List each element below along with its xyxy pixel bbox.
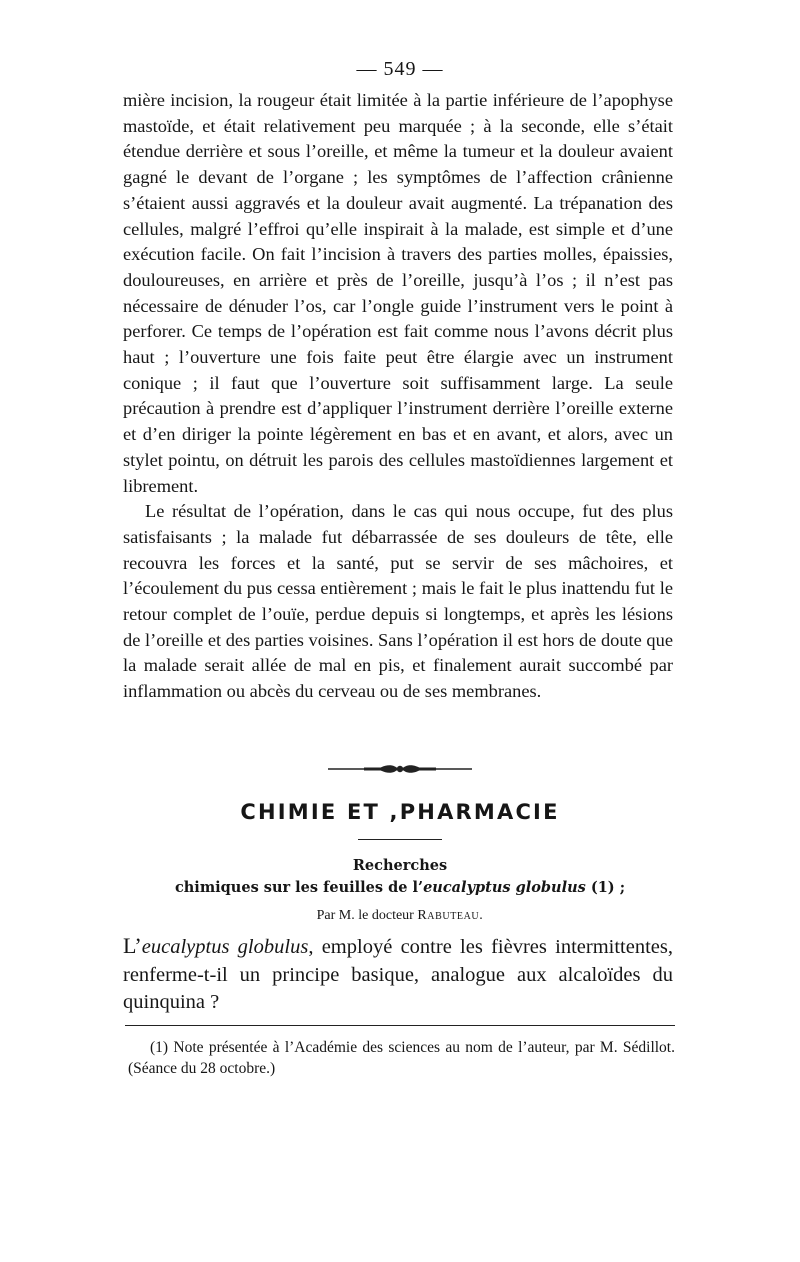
title-rule: [358, 839, 442, 840]
byline-author: Rabuteau.: [417, 908, 484, 923]
intro-lead: L’: [123, 933, 142, 958]
byline: [0, 908, 800, 924]
article-heading-line2: [120, 877, 680, 899]
footnote: [128, 1037, 675, 1079]
intro-rest: , employé contre les fièvres intermittentes, renferme-t-il un principe basique, analogue aux alcaloïdes du quinquina ?: [123, 936, 673, 1013]
article-heading-line1: Recherches: [352, 857, 448, 874]
heading-text-start: chimiques sur les feuilles de l’: [174, 879, 424, 896]
footnote-rule: [125, 1025, 675, 1026]
paragraph-result: Le résultat de l’opération, dans le cas qui nous occupe, fut des plus satisfaisants ; la malade fut débarrassée de ses douleurs de tête, elle recouvra les forces et la santé, put se servir de ses mâchoires, et l’écoulement du pus cessa entièrement ; mais le fait le plus inattendu fut le retour complet de l’ouïe, perdue depuis si longtemps, et après les lésions de l’oreille et des parties voisines. Sans l’opération il est hors de doute que la malade serait allée de mal en pis, et finalement aurait succombé par inflammation ou abcès du cerveau ou de ses membranes.: [123, 501, 673, 702]
intro-species: eucalyptus globulus: [141, 936, 309, 958]
byline-prefix: Par M. le docteur: [316, 908, 418, 923]
intro-paragraph: [123, 932, 673, 1017]
body-text: [123, 88, 673, 705]
article-heading: [120, 855, 680, 899]
intro-text: [123, 932, 673, 1017]
heading-species: eucalyptus globulus: [423, 879, 586, 896]
page-number: — 549 —: [356, 58, 444, 80]
ornament-divider: [328, 761, 472, 777]
heading-text-end: (1) ;: [585, 879, 626, 896]
paragraph-continuation: mière incision, la rougeur était limitée à la partie inférieure de l’apophyse mastoïde, et était relativement peu marquée ; à la seconde, elle s’était étendue derrière et sous l’oreille, et même la tumeur et la douleur avaient gagné le devant de l’organe ; les symptômes de l’affection crânienne s’étaient aussi aggravés et la douleur avait augmenté. La trépanation des cellules, malgré l’effroi qu’elle inspirait à la malade, est simple et d’une exécution facile. On fait l’incision à travers des parties molles, épaissies, douloureuses, en arrière et près de l’oreille, jusqu’à l’os ; il n’est pas nécessaire de dénuder l’os, car l’ongle guide l’instrument vers le point à perforer. Ce temps de l’opération est fait comme nous l’avons décrit plus haut ; l’ouverture une fois faite peut être élargie avec un instrument conique ; il faut que l’ouverture soit suffisamment large. La seule précaution à prendre est d’appliquer l’instrument derrière l’oreille externe et d’en diriger la pointe légèrement en bas et en avant, et alors, avec un stylet pointu, on détruit les parois des cellules mastoïdiennes largement et librement.: [123, 90, 673, 496]
footnote-text: (1) Note présentée à l’Académie des sciences au nom de l’auteur, par M. Sédillot. (Séance du 28 octobre.): [128, 1039, 675, 1077]
section-title: CHIMIE ET ,PHARMACIE: [240, 800, 560, 824]
